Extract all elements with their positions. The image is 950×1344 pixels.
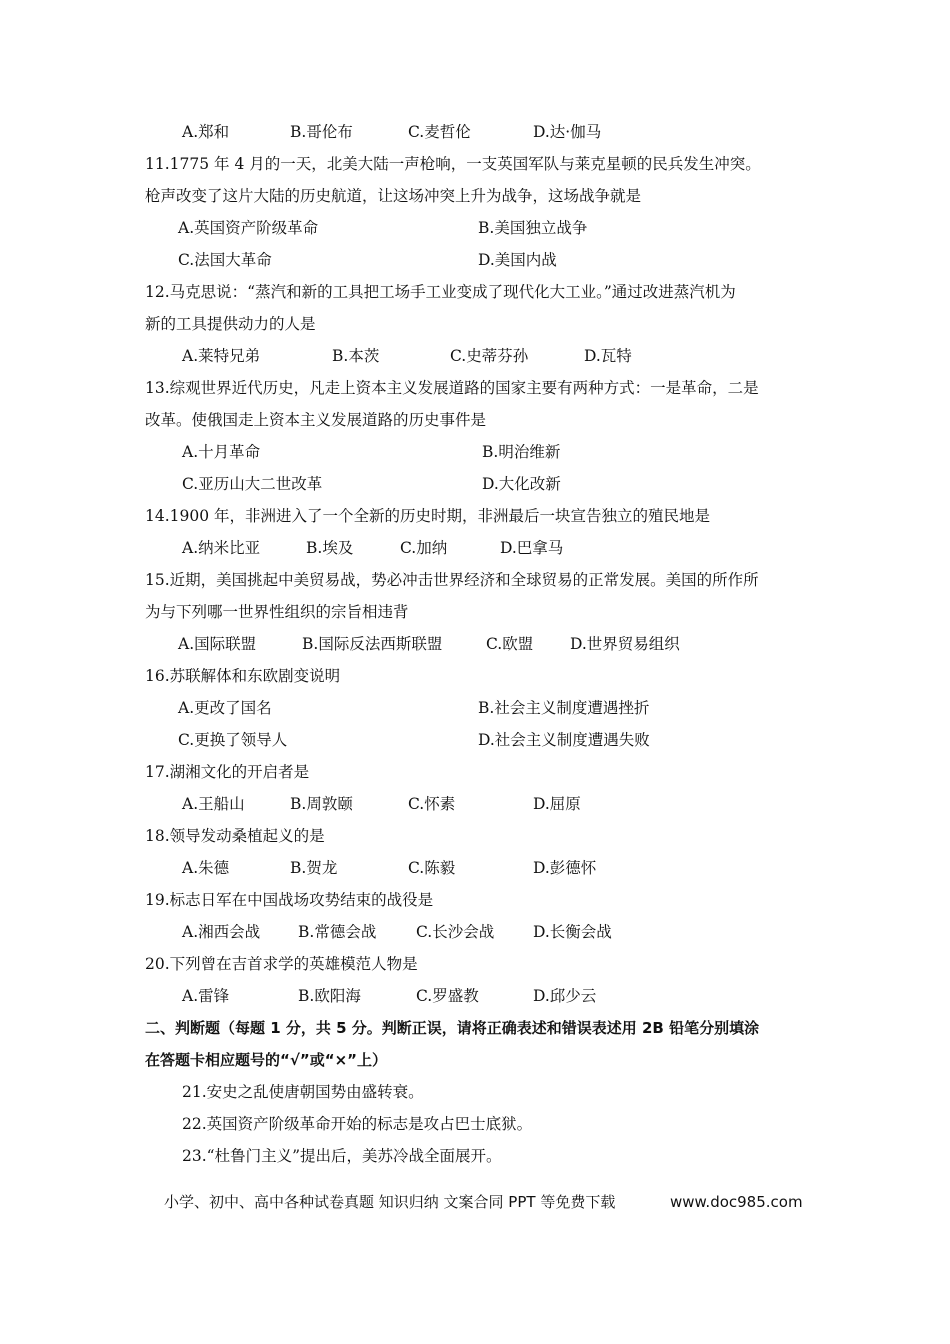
q16-option-d: D.社会主义制度遭遇失败 <box>478 731 650 749</box>
q14-stem-line1: 14.1900 年，非洲进入了一个全新的历史时期，非洲最后一块宣告独立的殖民地是 <box>145 507 711 525</box>
section-2-heading-line2: 在答题卡相应题号的“√”或“×”上） <box>145 1051 388 1069</box>
q12-option-c: C.史蒂芬孙 <box>450 347 529 365</box>
q20-option-b: B.欧阳海 <box>298 987 361 1005</box>
q12-stem-line2: 新的工具提供动力的人是 <box>145 315 316 333</box>
q14-option-b: B.埃及 <box>306 539 354 557</box>
q15-option-d: D.世界贸易组织 <box>570 635 680 653</box>
q15-stem-line1: 15.近期，美国挑起中美贸易战，势必冲击世界经济和全球贸易的正常发展。美国的所作所 <box>145 571 759 589</box>
q17-option-b: B.周敦颐 <box>290 795 353 813</box>
q20-stem-line1: 20.下列曾在吉首求学的英雄模范人物是 <box>145 955 418 973</box>
q18-option-a: A.朱德 <box>182 859 230 877</box>
q20-option-c: C.罗盛教 <box>416 987 479 1005</box>
q20-option-d: D.邱少云 <box>533 987 597 1005</box>
q10-option-c: C.麦哲伦 <box>408 123 471 141</box>
q15-option-a: A.国际联盟 <box>178 635 257 653</box>
q11-option-b: B.美国独立战争 <box>478 219 588 237</box>
q10-option-d: D.达·伽马 <box>533 123 602 141</box>
q11-option-c: C.法国大革命 <box>178 251 272 269</box>
q11-stem-line1: 11.1775 年 4 月的一天，北美大陆一声枪响，一支英国军队与莱克星顿的民兵发生冲突。 <box>145 155 761 173</box>
q14-option-c: C.加纳 <box>400 539 448 557</box>
q10-option-a: A.郑和 <box>182 123 230 141</box>
q14-option-a: A.纳米比亚 <box>182 539 261 557</box>
q19-stem-line1: 19.标志日军在中国战场攻势结束的战役是 <box>145 891 434 909</box>
q16-option-c: C.更换了领导人 <box>178 731 288 749</box>
q21-statement: 21.安史之乱使唐朝国势由盛转衰。 <box>182 1083 424 1101</box>
q13-option-b: B.明治维新 <box>482 443 561 461</box>
q11-option-a: A.英国资产阶级革命 <box>178 219 319 237</box>
q11-stem-line2: 枪声改变了这片大陆的历史航道，让这场冲突上升为战争，这场战争就是 <box>145 187 642 205</box>
q18-stem-line1: 18.领导发动桑植起义的是 <box>145 827 325 845</box>
q18-option-b: B.贺龙 <box>290 859 338 877</box>
q10-option-b: B.哥伦布 <box>290 123 353 141</box>
q12-option-d: D.瓦特 <box>584 347 632 365</box>
q19-option-c: C.长沙会战 <box>416 923 495 941</box>
q16-stem-line1: 16.苏联解体和东欧剧变说明 <box>145 667 341 685</box>
footer-website-link[interactable]: www.doc985.com <box>670 1193 803 1211</box>
q13-option-d: D.大化改新 <box>482 475 561 493</box>
q17-option-a: A.王船山 <box>182 795 245 813</box>
q15-option-c: C.欧盟 <box>486 635 534 653</box>
q17-option-d: D.屈原 <box>533 795 581 813</box>
q17-stem-line1: 17.湖湘文化的开启者是 <box>145 763 310 781</box>
q19-option-a: A.湘西会战 <box>182 923 261 941</box>
q20-option-a: A.雷锋 <box>182 987 230 1005</box>
q17-option-c: C.怀素 <box>408 795 456 813</box>
q13-option-c: C.亚历山大二世改革 <box>182 475 323 493</box>
q13-stem-line2: 改革。使俄国走上资本主义发展道路的历史事件是 <box>145 411 487 429</box>
q18-option-d: D.彭德怀 <box>533 859 597 877</box>
q11-option-d: D.美国内战 <box>478 251 557 269</box>
q18-option-c: C.陈毅 <box>408 859 456 877</box>
q14-option-d: D.巴拿马 <box>500 539 564 557</box>
q19-option-b: B.常德会战 <box>298 923 377 941</box>
q19-option-d: D.长衡会战 <box>533 923 612 941</box>
q23-statement: 23.“杜鲁门主义”提出后，美苏冷战全面展开。 <box>182 1147 502 1165</box>
footer-description: 小学、初中、高中各种试卷真题 知识归纳 文案合同 PPT 等免费下载 <box>164 1193 616 1211</box>
q12-stem-line1: 12.马克思说：“蒸汽和新的工具把工场手工业变成了现代化大工业。”通过改进蒸汽机为 <box>145 283 736 301</box>
section-2-heading-line1: 二、判断题（每题 1 分，共 5 分。判断正误，请将正确表述和错误表述用 2B 铅笔分别填涂 <box>145 1019 760 1037</box>
q16-option-a: A.更改了国名 <box>178 699 272 717</box>
q16-option-b: B.社会主义制度遭遇挫折 <box>478 699 650 717</box>
q22-statement: 22.英国资产阶级革命开始的标志是攻占巴士底狱。 <box>182 1115 533 1133</box>
q13-option-a: A.十月革命 <box>182 443 261 461</box>
q12-option-a: A.莱特兄弟 <box>182 347 261 365</box>
q15-stem-line2: 为与下列哪一世界性组织的宗旨相违背 <box>145 603 409 621</box>
q15-option-b: B.国际反法西斯联盟 <box>302 635 443 653</box>
q13-stem-line1: 13.综观世界近代历史，凡走上资本主义发展道路的国家主要有两种方式：一是革命，二是 <box>145 379 759 397</box>
q12-option-b: B.本茨 <box>332 347 380 365</box>
